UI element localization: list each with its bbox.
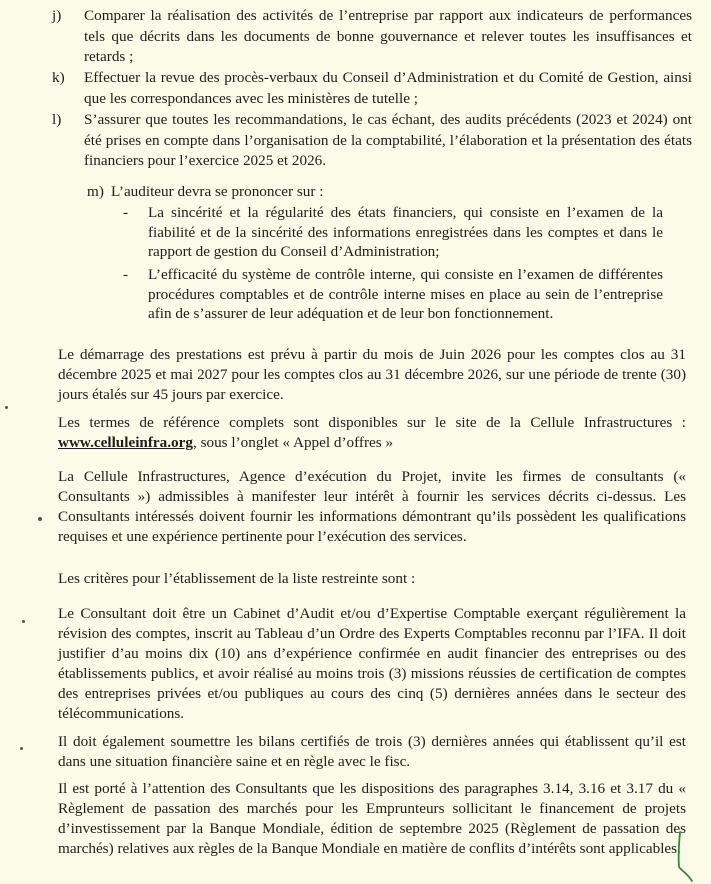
- sub-item: [123, 265, 663, 324]
- list-label: k): [52, 69, 65, 86]
- termes-tab-text: , sous l’onglet « Appel d’offres »: [192, 434, 394, 451]
- list-text: Effectuer la revue des procès-verbaux du Conseil d’Administration et du Comité de Gestion, ainsi que les correspondances avec les ministères de tutelle ;: [84, 69, 692, 107]
- scan-speck: [20, 747, 23, 750]
- scan-speck: [38, 517, 42, 521]
- dash-marker: -: [123, 266, 129, 283]
- sub-item-text: La sincérité et la régularité des états financiers, qui consiste en l’examen de la fiabilité et de la sincérité des informations enregistrées dans les comptes et dans le rapport de gestion du Conseil d’Administration;: [148, 204, 663, 260]
- sub-item-text: L’efficacité du système de contrôle interne, qui consiste en l’examen de différentes procédures comptables et de contrôle interne mises en place au sein de l’entreprise afin de s’assurer de leur adéquation et de leur bon fonctionnement.: [148, 266, 663, 322]
- termes-text: Les termes de référence complets sont disponibles sur le site de la Cellule Infrastructures :: [58, 414, 686, 431]
- paragraph-invitation: La Cellule Infrastructures, Agence d’exécution du Projet, invite les firmes de consultants (« Consultants ») admissibles à manifester leur intérêt à fournir les services décrits ci-dessus. Les Consultants intéressés doivent fournir les informations démontrant qu’ils possèdent les qualifications requises et une expérience pertinente pour l’exécution des services.: [58, 468, 686, 545]
- paragraph-cabinet: Le Consultant doit être un Cabinet d’Audit et/ou d’Expertise Comptable exerçant régulièrement la révision des comptes, inscrit au Tableau d’un Ordre des Experts Comptables reconnu par l’IFA. Il doit justifier d’au moins dix (10) ans d’expérience confirmée en audit financier des entreprises ou des établissements publics, et avoir réalisé au moins trois (3) missions réussies de certification de comptes des entreprises privées et/ou publiques au cours des cinq (5) dernières années dans le secteur des télécommunications.: [58, 605, 686, 722]
- list-text: L’auditeur devra se prononcer sur :: [111, 183, 324, 200]
- website-link[interactable]: www.celluleinfra.org: [58, 434, 193, 451]
- paragraph-termes: [58, 413, 686, 453]
- sub-item: [123, 203, 663, 262]
- list-item-j: [52, 6, 692, 68]
- paragraph-attention: Il est porté à l’attention des Consultants que les dispositions des paragraphes 3.14, 3.16 et 3.17 du « Règlement de passation des marchés pour les Emprunteurs sollicitant le financement de projets d’investissement par la Banque Mondiale, édition de septembre 2025 (Règlement de passation des marchés) relatives aux règles de la Banque Mondiale en matière de conflits d’intérêts sont applicables.: [58, 780, 686, 857]
- dash-marker: -: [123, 204, 129, 221]
- scan-speck: [5, 406, 8, 409]
- paragraph-bilans: Il doit également soumettre les bilans certifiés de trois (3) dernières années qui établissent qu’il est dans une situation financière saine et en règle avec le fisc.: [58, 733, 686, 770]
- pen-tick-mark: [672, 829, 696, 884]
- scan-speck: [22, 620, 25, 623]
- list-label: m): [87, 183, 104, 200]
- paragraph-criteres: Les critères pour l’établissement de la liste restreinte sont :: [58, 570, 416, 587]
- list-item-k: [52, 68, 692, 109]
- list-item-m: [87, 182, 647, 203]
- paragraph-demarrage: Le démarrage des prestations est prévu à partir du mois de Juin 2026 pour les comptes clos au 31 décembre 2025 et mai 2027 pour les comptes clos au 31 décembre 2026, sur une période de trente (30) jours étalés sur 45 jours par exercice.: [58, 346, 686, 403]
- list-text: S’assurer que toutes les recommandations, le cas échant, des audits précédents (2023 et 2024) ont été prises en compte dans l’organisation de la comptabilité, l’élaboration et la présentation des états financiers pour l’exercice 2025 et 2026.: [84, 111, 692, 169]
- list-text: Comparer la réalisation des activités de l’entreprise par rapport aux indicateurs de performances tels que décrits dans les documents de bonne gouvernance et relever toutes les insuffisances et retards ;: [84, 7, 692, 65]
- list-item-l: [52, 110, 692, 172]
- list-label: j): [52, 7, 62, 24]
- list-label: l): [52, 111, 62, 128]
